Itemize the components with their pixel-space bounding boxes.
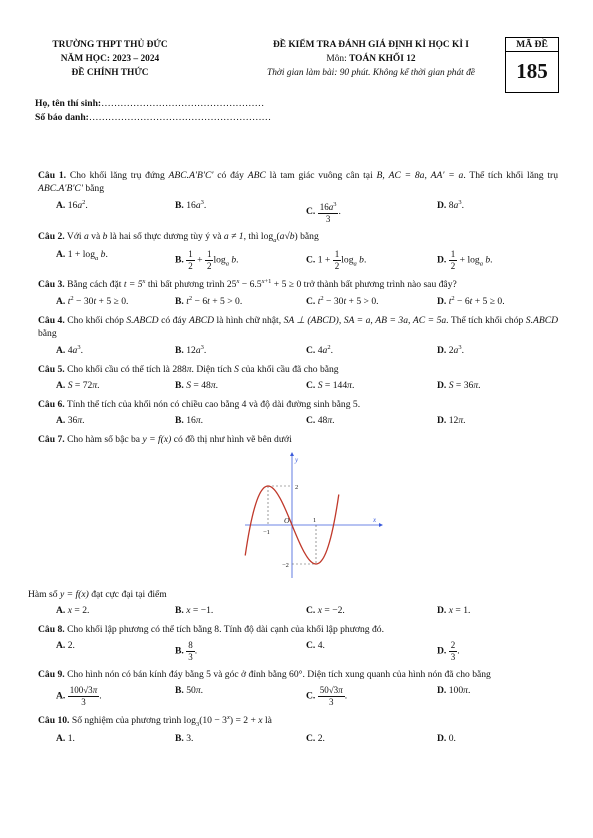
y-axis-arrow: [290, 452, 294, 456]
question-text: Cho khối lập phương có thể tích bằng 8. Tính độ dài cạnh của khối lập phương đó.: [67, 624, 384, 636]
option-b[interactable]: B. x = −1.: [175, 605, 214, 617]
cubic-function-graph: [243, 452, 383, 580]
math-expr: ABC.A′B′C′: [38, 182, 83, 194]
question-text: bằng: [85, 182, 104, 194]
subject-label: Môn:: [326, 54, 347, 64]
option-letter: C.: [306, 254, 316, 266]
math-expr: $25^x - 6.5^{x+1} + 5 \ge 0$: [226, 277, 302, 290]
school-block: [20, 38, 200, 80]
option-d[interactable]: D. S = 36π.: [437, 379, 481, 391]
option-letter: B.: [175, 605, 184, 617]
question-text: là hai số thực dương tùy ý và: [109, 230, 222, 242]
option-letter: A.: [56, 640, 66, 652]
exam-header: [20, 38, 573, 102]
question-text: có đáy: [161, 314, 187, 326]
option-b[interactable]: B. 50π.: [175, 685, 204, 697]
question-text: Cho hình nón có bán kính đáy bằng 5 và góc ở đỉnh bằng: [67, 669, 287, 681]
option-c[interactable]: C. $t^2 - 30t + 5 > 0$.: [306, 294, 379, 307]
student-name-label: Họ, tên thí sinh:: [35, 98, 102, 109]
question-text: Cho khối chóp: [67, 314, 124, 326]
question-text: , thì: [243, 230, 259, 242]
question-text: Cho khối lăng trụ đứng: [69, 170, 165, 181]
math-expr: ABCD: [188, 314, 215, 326]
student-name-line: [35, 97, 271, 111]
y-tick-neg2: −2: [282, 562, 289, 570]
option-c[interactable]: C. S = 144π.: [306, 379, 355, 391]
math-expr: 60°: [289, 669, 303, 681]
math-expr: S: [234, 363, 239, 375]
option-b[interactable]: B. $t^2 - 6t + 5 > 0$.: [175, 294, 243, 307]
exam-code-label: MÃ ĐỀ: [506, 38, 558, 52]
question-text: Số nghiệm của phương trình: [71, 715, 182, 727]
option-letter: A.: [56, 344, 66, 356]
option-letter: D.: [437, 295, 447, 307]
option-b[interactable]: B. $\frac{8}{3}$ .: [175, 640, 198, 663]
option-c[interactable]: C. 4.: [306, 640, 325, 652]
option-a[interactable]: A. S = 72π.: [56, 379, 100, 391]
question-3: [38, 278, 558, 292]
option-letter: C.: [306, 414, 316, 426]
question-text: Cho khối cầu có thể tích là: [67, 363, 170, 375]
option-letter: D.: [437, 200, 447, 212]
question-number: Câu 1.: [38, 170, 67, 181]
student-info: [35, 97, 271, 125]
student-name-blank: ……………………………………………: [101, 98, 265, 109]
x-tick-1: 1: [313, 517, 317, 525]
question-number: Câu 10.: [38, 715, 70, 727]
option-d[interactable]: D. $\frac{1}{2}$ + $\log_a b$.: [437, 248, 493, 271]
subject-name: TOÁN KHỐI 12: [349, 54, 416, 64]
option-a[interactable]: A. $t^2 - 30t + 5 \ge 0$.: [56, 294, 129, 307]
math-expr: S.ABCD: [525, 314, 559, 326]
option-a[interactable]: A. $\frac{100√3\pi}{3}$ .: [56, 685, 102, 708]
option-letter: D.: [437, 254, 447, 266]
question-text: Tính thể tích của khối nón có chiều cao bằng 4 và độ dài đường sinh bằng 5.: [66, 398, 361, 410]
math-expr: AA′ = a: [430, 170, 464, 181]
option-letter: A.: [56, 733, 66, 745]
option-letter: A.: [56, 414, 66, 426]
official-label: ĐỀ CHÍNH THỨC: [71, 68, 149, 78]
option-letter: B.: [175, 685, 184, 697]
math-expr: a ≠ 1: [223, 230, 244, 242]
option-letter: D.: [437, 645, 447, 657]
option-d[interactable]: D. 100π.: [437, 685, 471, 697]
student-id-label: Số báo danh:: [35, 112, 89, 123]
answer-options-2: [38, 249, 558, 272]
answer-options-8: [38, 640, 558, 663]
question-text: Hàm số: [28, 589, 58, 601]
question-number: Câu 2.: [38, 230, 65, 242]
math-expr: AC = 8a: [388, 170, 425, 181]
option-d[interactable]: D. $2a^3$.: [437, 343, 464, 356]
option-letter: B.: [175, 254, 184, 266]
question-text: Cho hàm số bậc ba: [67, 433, 141, 445]
questions: [28, 170, 559, 752]
question-text: là hình chữ nhật,: [216, 314, 282, 326]
answer-options-10: [38, 733, 558, 746]
question-text: Với: [66, 230, 82, 242]
time-note: Thời gian làm bài: 90 phút. Không kể thời gian phát đề: [267, 68, 475, 78]
option-a[interactable]: A. $1 + \log_a b$.: [56, 248, 108, 262]
option-c[interactable]: C. $\frac{16a^3}{3}$ .: [306, 200, 341, 224]
math-expr: $\log_3(10 - 3^x) = 2 + x$: [183, 714, 263, 729]
question-text: thì bất phương trình: [147, 278, 225, 290]
question-number: Câu 4.: [38, 314, 65, 326]
option-letter: C.: [306, 605, 316, 617]
option-b[interactable]: B. S = 48π.: [175, 379, 219, 391]
x-axis-label: x: [373, 516, 377, 525]
option-letter: A.: [56, 248, 66, 260]
option-letter: D.: [437, 733, 447, 745]
option-letter: C.: [306, 295, 316, 307]
answer-options-9: [38, 685, 558, 708]
question-number: Câu 9.: [38, 669, 65, 681]
question-text: có đáy: [217, 170, 244, 181]
student-id-blank: …………………………………………………: [88, 112, 272, 123]
school-year: NĂM HỌC: 2023 – 2024: [60, 54, 160, 64]
option-d[interactable]: D. 12π.: [437, 414, 466, 426]
math-expr: AC = 5a: [412, 314, 447, 326]
option-b[interactable]: B. $16a^3$.: [175, 198, 207, 212]
option-letter: B.: [175, 414, 184, 426]
answer-options-5: [38, 380, 558, 393]
option-letter: C.: [306, 379, 316, 391]
question-text: bằng: [300, 230, 319, 242]
question-9: [38, 669, 558, 682]
question-6: [38, 399, 558, 412]
question-text: của khối cầu đã cho bằng: [241, 363, 339, 375]
option-c[interactable]: C. 1 + $\frac{1}{2}$ $\log_a b$.: [306, 248, 367, 271]
math-expr: AB = 3a: [375, 314, 409, 326]
math-expr: SA = a: [343, 314, 371, 326]
question-10: [38, 714, 558, 730]
option-letter: C.: [306, 206, 316, 218]
question-number: Câu 7.: [38, 433, 65, 445]
option-letter: C.: [306, 733, 316, 745]
question-number: Câu 8.: [38, 624, 65, 636]
option-letter: C.: [306, 640, 316, 652]
x-tick-neg1: −1: [263, 529, 270, 537]
math-expr: S.ABCD: [126, 314, 159, 326]
exam-subject: [225, 52, 517, 66]
math-expr: $t = 5^x$: [123, 277, 146, 290]
option-b[interactable]: B. $\frac{1}{2}$ + $\frac{1}{2}$ $\log_a b$.: [175, 248, 239, 271]
question-8: [38, 624, 558, 637]
answer-options-1: [38, 199, 558, 225]
math-expr: $\log_a(a√b)$: [260, 230, 298, 244]
question-text: có đồ thị như hình vẽ bên dưới: [173, 433, 292, 445]
option-letter: D.: [437, 344, 447, 356]
math-expr: y = f(x): [59, 589, 89, 601]
exam-title: ĐỀ KIỂM TRA ĐÁNH GIÁ ĐỊNH KÌ HỌC KÌ I: [273, 40, 469, 50]
option-d[interactable]: D. $t^2 - 6t + 5 \ge 0$.: [437, 294, 505, 307]
math-expr: ABC: [247, 170, 266, 181]
math-expr: y = f(x): [142, 433, 172, 445]
question-text: đạt cực đại tại điểm: [91, 589, 167, 601]
option-b[interactable]: B. 3.: [175, 733, 194, 745]
option-letter: B.: [175, 645, 184, 657]
option-a[interactable]: A. $4a^3$.: [56, 343, 83, 356]
option-b[interactable]: B. $12a^3$.: [175, 343, 207, 356]
y-axis-label: y: [295, 456, 299, 465]
exam-info-block: [225, 38, 517, 80]
x-axis-arrow: [379, 523, 383, 527]
y-tick-2: 2: [295, 484, 299, 492]
question-text: trở thành bất phương trình nào sau đây?: [303, 278, 457, 290]
option-a[interactable]: A. $16a^2$.: [56, 198, 88, 212]
option-letter: B.: [175, 379, 184, 391]
question-text: . Thể tích khối lăng trụ: [463, 170, 558, 181]
question-text: . Diện tích: [191, 363, 232, 375]
question-4: Câu 4. Cho khối chóp S.ABCD có đáy ABCD là hình chữ nhật, SA ⊥ (ABCD), SA = a, AB = 3a, AC = 5a. Thể tích khối chóp S.ABCD bằng: [38, 314, 559, 339]
question-1: Câu 1. Cho khối lăng trụ đứng ABC.A′B′C′ có đáy ABC là tam giác vuông cân tại B, AC = 8a, AA′ = a. Thể tích khối lăng trụ ABC.A′B′C′ bằng: [38, 170, 558, 194]
option-c[interactable]: C. 2.: [306, 733, 325, 745]
option-d[interactable]: D. $\frac{2}{3}$ .: [437, 640, 460, 663]
option-a[interactable]: A. 36π.: [56, 414, 85, 426]
option-d[interactable]: D. x = 1.: [437, 605, 471, 617]
answer-options-7: [38, 605, 558, 618]
question-number: Câu 6.: [38, 398, 65, 410]
question-text: bằng: [38, 327, 57, 339]
option-letter: A.: [56, 605, 66, 617]
answer-options-6: [38, 415, 558, 428]
option-d[interactable]: D. $8a^3$.: [437, 198, 464, 212]
origin-label: O: [284, 516, 290, 526]
question-number: Câu 3.: [38, 278, 65, 290]
exam-code-box: [505, 37, 559, 93]
question-5: [38, 364, 558, 377]
option-c[interactable]: C. $4a^2$.: [306, 343, 333, 356]
math-expr: 288π: [172, 363, 192, 375]
answer-options-4: [38, 344, 558, 358]
option-a[interactable]: A. 2.: [56, 640, 75, 652]
school-name: TRƯỜNG THPT THỦ ĐỨC: [52, 40, 168, 50]
math-expr: b: [102, 230, 108, 242]
option-letter: A.: [56, 379, 66, 391]
option-letter: D.: [437, 414, 447, 426]
option-c[interactable]: C. 48π.: [306, 414, 335, 426]
option-b[interactable]: B. 16π.: [175, 414, 204, 426]
option-letter: B.: [175, 344, 184, 356]
option-letter: D.: [437, 605, 447, 617]
option-letter: C.: [306, 690, 316, 702]
option-letter: A.: [56, 200, 66, 212]
exam-code-number: 185: [516, 59, 548, 83]
option-letter: D.: [437, 685, 447, 697]
math-expr: ABC.A′B′C′: [168, 170, 214, 181]
option-d[interactable]: D. 0.: [437, 733, 456, 745]
question-7: [38, 434, 558, 447]
question-text: . Diện tích xung quanh của hình nón đã cho bằng: [302, 669, 491, 681]
option-letter: D.: [437, 379, 447, 391]
option-letter: A.: [56, 690, 66, 702]
question-text: . Thể tích khối chóp: [446, 314, 524, 326]
option-a[interactable]: A. 1.: [56, 733, 75, 745]
question-text: là tam giác vuông cân tại: [269, 170, 373, 181]
question-text: và: [91, 230, 101, 242]
answer-options-3: [38, 295, 558, 309]
math-expr: a: [83, 230, 89, 242]
option-letter: B.: [175, 733, 184, 745]
question-number: Câu 5.: [38, 363, 65, 375]
option-c[interactable]: C. x = −2.: [306, 605, 345, 617]
student-id-line: [35, 111, 271, 125]
option-letter: B.: [175, 200, 184, 212]
option-letter: C.: [306, 344, 316, 356]
math-expr: B: [376, 170, 383, 181]
option-c[interactable]: C. $\frac{50√3\pi}{3}$ .: [306, 685, 348, 708]
option-letter: A.: [56, 295, 66, 307]
question-text: Bằng cách đặt: [67, 278, 122, 290]
option-letter: B.: [175, 295, 184, 307]
question-2: [38, 231, 558, 246]
option-a[interactable]: A. x = 2.: [56, 605, 90, 617]
question-text: là: [264, 715, 272, 727]
question-7-stem: [28, 589, 558, 602]
math-expr: SA ⊥ (ABCD): [283, 314, 339, 326]
